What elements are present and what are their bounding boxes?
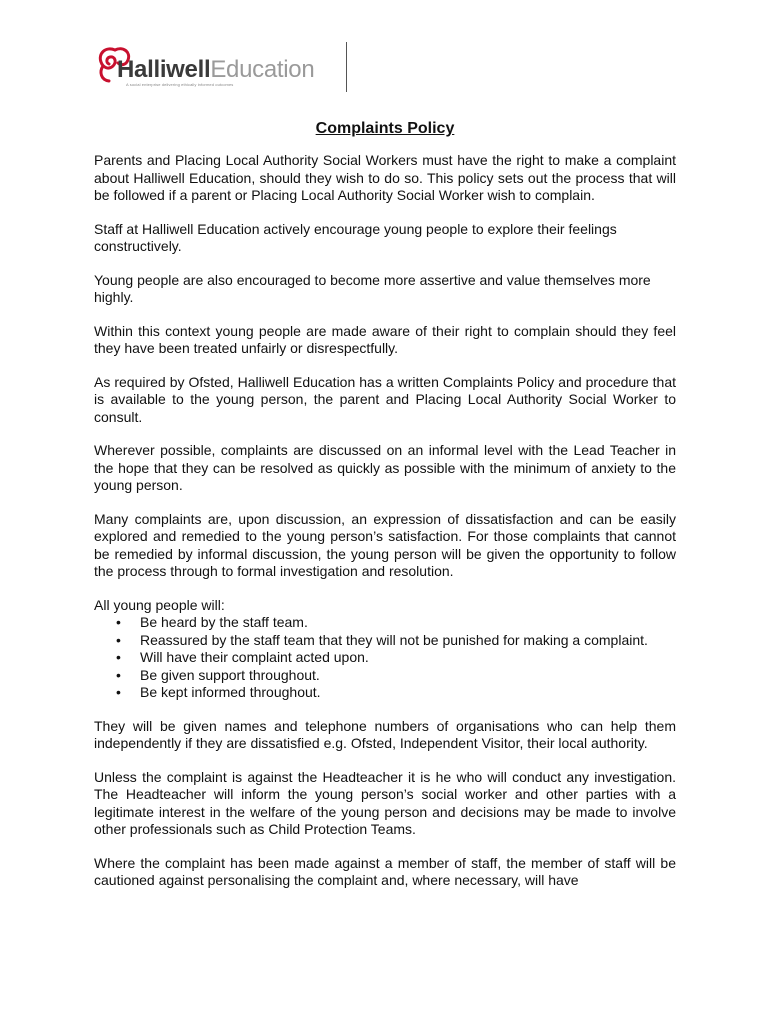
list-intro: All young people will: bbox=[94, 596, 225, 613]
list-item-text: Reassured by the staff team that they will not be punished for making a complaint. bbox=[140, 631, 648, 648]
list-item bbox=[94, 684, 676, 702]
list-item bbox=[94, 649, 676, 667]
paragraph-headteacher: Unless the complaint is against the Headteacher it is he who will conduct any investigation. The Headteacher will inform the young person’s social worker and other parties with a legitimate interest in the welfare of the young person and decisions may be made to involve other professionals such as Child Protection Teams. bbox=[94, 768, 676, 837]
logo-wordmark bbox=[117, 56, 314, 84]
paragraph-aware-of-right: Within this context young people are made aware of their right to complain should they feel they have been treated unfairly or disrespectfully. bbox=[94, 322, 676, 356]
paragraph-member-of-staff: Where the complaint has been made against a member of staff, the member of staff will be cautioned against personalising the complaint and, where necessary, will have bbox=[94, 854, 676, 888]
list-item-text: Be heard by the staff team. bbox=[140, 614, 308, 630]
list-item-text: Be kept informed throughout. bbox=[140, 684, 321, 700]
paragraph-explore-feelings: Staff at Halliwell Education actively encourage young people to explore their feelings constructively. bbox=[94, 220, 617, 254]
logo-name-bold: Halliwell bbox=[117, 56, 211, 83]
list-item-text: Will have their complaint acted upon. bbox=[140, 649, 369, 665]
logo-tagline: A social enterprise delivering ethically informed outcomes bbox=[126, 82, 234, 87]
list-item-text: Be given support throughout. bbox=[140, 666, 320, 683]
document-body bbox=[94, 152, 676, 906]
paragraph-dissatisfaction: Many complaints are, upon discussion, an expression of dissatisfaction and can be easily explored and remedied to the young person’s satisfaction. For those complaints that cannot be remedied by informal discussion, the young person will be given the opportunity to follow the process through to formal investigation and resolution. bbox=[94, 510, 676, 579]
paragraph-informal-level: Wherever possible, complaints are discussed on an informal level with the Lead Teacher in the hope that they can be resolved as quickly as possible with the minimum of anxiety to the young person. bbox=[94, 442, 676, 493]
paragraph-ofsted-policy: As required by Ofsted, Halliwell Education has a written Complaints Policy and procedure that is available to the young person, the parent and Placing Local Authority Social Worker to consult. bbox=[94, 373, 676, 425]
halliwell-education-logo bbox=[95, 42, 355, 94]
logo-divider bbox=[346, 42, 347, 92]
list-item bbox=[94, 632, 676, 650]
list-item bbox=[94, 614, 676, 632]
logo-name-light: Education bbox=[210, 56, 315, 83]
bullet-icon: • bbox=[116, 631, 121, 648]
bullet-icon: • bbox=[116, 614, 121, 630]
paragraph-assertive: Young people are also encouraged to become more assertive and value themselves more highly. bbox=[94, 271, 651, 305]
young-people-rights-list bbox=[94, 614, 676, 702]
bullet-icon: • bbox=[116, 649, 121, 665]
bullet-icon: • bbox=[116, 684, 121, 700]
list-item bbox=[94, 667, 676, 685]
bullet-icon: • bbox=[116, 666, 121, 683]
paragraph-organisations: They will be given names and telephone numbers of organisations who can help them independently if they are dissatisfied e.g. Ofsted, Independent Visitor, their local authority. bbox=[94, 717, 676, 751]
paragraph-right-to-complain: Parents and Placing Local Authority Social Workers must have the right to make a complaint about Halliwell Education, should they wish to do so. This policy sets out the process that will be followed if a parent or Placing Local Authority Social Worker wish to complain. bbox=[94, 152, 676, 203]
document-title: Complaints Policy bbox=[315, 120, 455, 137]
